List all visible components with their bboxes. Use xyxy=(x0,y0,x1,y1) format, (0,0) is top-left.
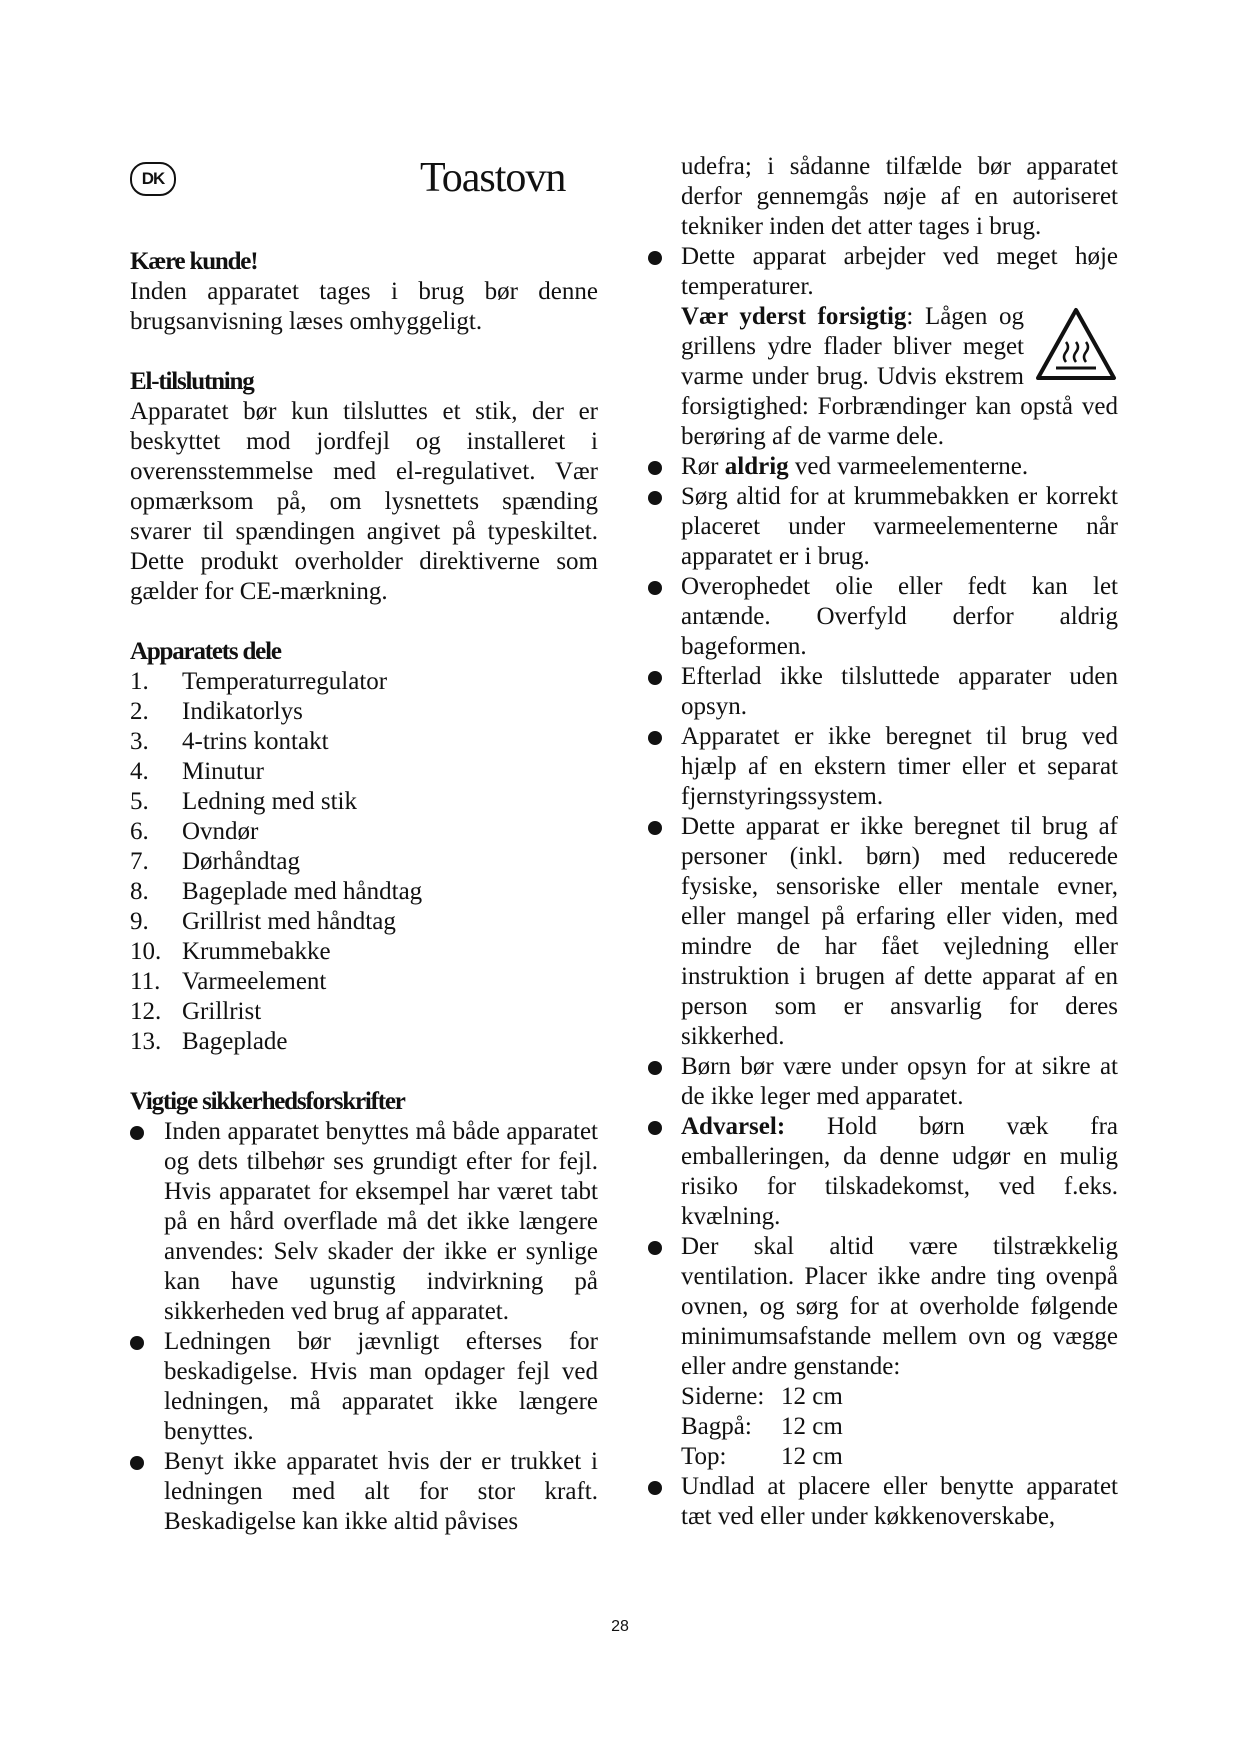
list-item: 11. Varmeelement xyxy=(130,968,327,995)
list-item: 3. 4-trins kontakt xyxy=(130,728,329,755)
power-heading: El-tilslutning xyxy=(130,368,254,395)
list-item: 7. Dørhåndtag xyxy=(130,848,301,875)
bullet-icon xyxy=(130,1126,144,1140)
list-item: 6. Ovndør xyxy=(130,818,259,845)
distance-row: Top: 12 cm xyxy=(681,1443,843,1470)
list-item: 9. Grillrist med håndtag xyxy=(130,908,396,935)
bullet-icon xyxy=(648,671,662,685)
careful-bold: Vær yderst forsigtig xyxy=(681,303,907,330)
list-item: Sørg altid for at krummebakken er korrekt placeret under varmeelementerne når apparatet er i brug. xyxy=(648,482,1118,572)
power-text: Apparatet bør kun tilsluttes et stik, der er beskyttet mod jordfejl og installeret i overensstemmelse med el-regulativet. Vær opmærksom på, om lysnettets spænding svarer til spændingen angivet på typeskiltet. Dette produkt overholder direktiverne som gælder for CE-mærkning. xyxy=(130,398,598,605)
list-item: Børn bør være under opsyn for at sikre at de ikke leger med apparatet. xyxy=(648,1052,1118,1112)
list-item: Der skal altid være tilstrækkelig ventilation. Placer ikke andre ting ovenpå ovnen, og sørg for at overholde følgende minimumsafstande mellem ovn og vægge eller andre genstande: Siderne: 12 cm Bagpå: 12 cm Top: 12 cm xyxy=(648,1232,1118,1472)
careful-text: : Lågen og grillens ydre flader bliver meget varme under brug. Udvis ekstrem forsigtighed: Forbrændinger kan opstå ved berøring af de varme dele. xyxy=(681,303,1118,450)
list-item: 8. Bageplade med håndtag xyxy=(130,878,423,905)
intro-heading: Kære kunde! xyxy=(130,248,258,275)
hot-surface-warning xyxy=(648,302,1118,452)
list-item: Rør aldrig ved varmeelementerne. xyxy=(648,452,1118,482)
bullet-icon xyxy=(648,461,662,475)
list-item: Apparatet er ikke beregnet til brug ved hjælp af en ekstern timer eller et separat fjernstyringssystem. xyxy=(648,722,1118,812)
bullet-icon xyxy=(648,1121,662,1135)
list-item: Overophedet olie eller fedt kan let antænde. Overfyld derfor aldrig bageformen. xyxy=(648,572,1118,662)
list-item: Advarsel: Hold børn væk fra emballeringen, da denne udgør en mulig risiko for tilskadekomst, ved f.eks. kvælning. xyxy=(648,1112,1118,1232)
bullet-icon xyxy=(130,1456,144,1470)
hot-surface-warning-icon xyxy=(1034,306,1118,382)
list-item: Dette apparat arbejder ved meget høje temperaturer. xyxy=(648,242,1118,302)
safety-heading: Vigtige sikkerhedsforskrifter xyxy=(130,1088,405,1115)
list-item: 13. Bageplade xyxy=(130,1028,288,1055)
parts-heading: Apparatets dele xyxy=(130,638,281,665)
safety-list-left xyxy=(130,1117,598,1537)
intro-text: Inden apparatet tages i brug bør denne brugsanvisning læses omhyggeligt. xyxy=(130,278,598,335)
bullet-icon xyxy=(648,1061,662,1075)
bullet-icon xyxy=(648,731,662,745)
page-title: Toastovn xyxy=(420,155,566,201)
list-item: 4. Minutur xyxy=(130,758,264,785)
list-item: Dette apparat er ikke beregnet til brug af personer (inkl. børn) med reducerede fysiske, sensoriske eller mentale evner, eller mangel på erfaring eller viden, med mindre de har fået vejledning eller instruktion i brugen af dette apparat af en person som er ansvarlig for deres sikkerhed. xyxy=(648,812,1118,1052)
list-item: Undlad at placere eller benytte apparatet tæt ved eller under køkkenoverskabe, xyxy=(648,1472,1118,1532)
bullet-icon xyxy=(648,251,662,265)
page-number: 28 xyxy=(611,1618,629,1635)
parts-list xyxy=(130,667,598,1057)
list-item: Ledningen bør jævnligt efterses for beskadigelse. Hvis man opdager fejl ved ledningen, må apparatet ikke længere benyttes. xyxy=(130,1327,598,1447)
list-item: 2. Indikatorlys xyxy=(130,698,303,725)
list-item: Inden apparatet benyttes må både apparatet og dets tilbehør ses grundigt efter for fejl. Hvis apparatet for eksempel har været tabt på en hård overflade må det ikke længere anvendes: Selv skader der ikke er synlige kan have ugunstig indvirkning på sikkerheden ved brug af apparatet. xyxy=(130,1117,598,1327)
safety-list-right xyxy=(648,242,1118,302)
list-item: Benyt ikke apparatet hvis der er trukket i ledningen med alt for stor kraft. Beskadigelse kan ikke altid påvises xyxy=(130,1447,598,1537)
bullet-icon xyxy=(648,581,662,595)
right-column xyxy=(648,152,1118,1532)
continued-text: udefra; i sådanne tilfælde bør apparatet derfor gennemgås nøje af en autoriseret tekniker inden det atter tages i brug. xyxy=(681,153,1118,240)
bullet-icon xyxy=(648,821,662,835)
distance-row: Bagpå: 12 cm xyxy=(681,1413,843,1440)
list-item: 12. Grillrist xyxy=(130,998,262,1025)
safety-list-right-2 xyxy=(648,452,1118,1532)
bullet-icon xyxy=(648,1481,662,1495)
list-item: Efterlad ikke tilsluttede apparater uden opsyn. xyxy=(648,662,1118,722)
bullet-icon xyxy=(648,491,662,505)
bullet-icon xyxy=(648,1241,662,1255)
list-item: 10. Krummebakke xyxy=(130,938,331,965)
language-badge: DK xyxy=(130,162,176,196)
distance-row: Siderne: 12 cm xyxy=(681,1383,843,1410)
list-item: 1. Temperaturregulator xyxy=(130,668,388,695)
left-column xyxy=(130,152,598,1537)
bullet-icon xyxy=(130,1336,144,1350)
list-item: 5. Ledning med stik xyxy=(130,788,357,815)
